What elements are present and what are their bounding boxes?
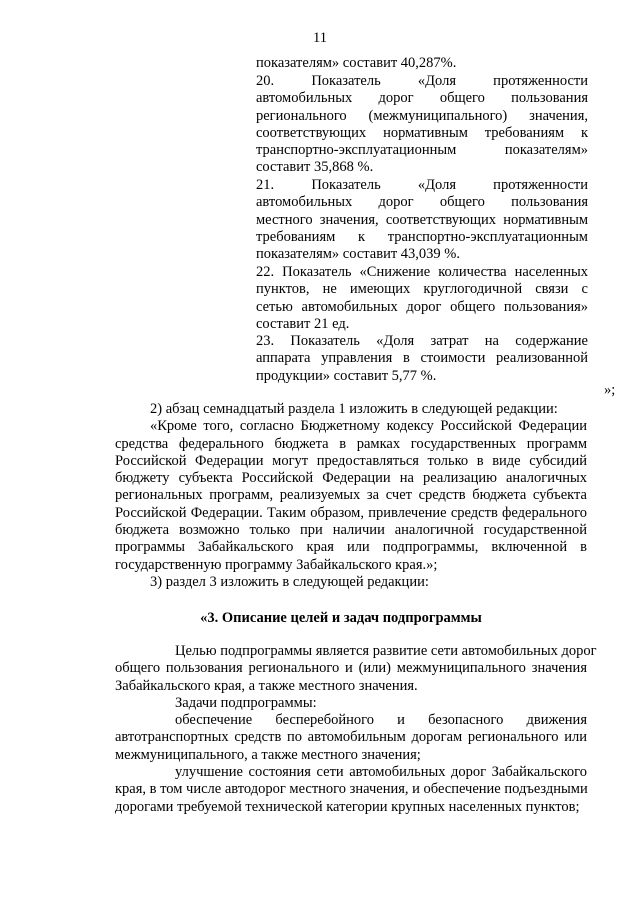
text-line: автомобильных дорог общего пользования (256, 90, 588, 107)
text-line: 20. Показатель «Доля протяженности (256, 73, 588, 89)
text-line: соответствующих нормативным требованиям к (256, 124, 588, 141)
text-line: Российской Федерации могут предоставляться только в виде субсидий (115, 452, 587, 469)
text-line: улучшение состояния сети автомобильных дорог Забайкальского (175, 764, 587, 781)
text-line: средства федерального бюджета в рамках государственных программ (115, 435, 587, 452)
amendment-2 (115, 401, 587, 591)
text-line: местного значения, соответствующих нормативным (256, 211, 588, 228)
text-line: бюджета возможно только при наличии аналогичной государственной (115, 522, 587, 539)
text-line: края, в том числе автодорог местного значения, и обеспечение подъездными (115, 781, 588, 798)
text-line: транспортно-эксплуатационным показателям» (256, 142, 588, 159)
text-line: составит 21 ед. (256, 315, 350, 332)
text-line: требованиям к транспортно-эксплуатационным (256, 228, 588, 245)
amendment-title: 2) абзац семнадцатый раздела 1 изложить в следующей редакции: (150, 401, 558, 417)
text-line: государственную программу Забайкальского края.»; (115, 556, 438, 573)
text-line: регионального (межмуниципального) значения, (256, 107, 588, 124)
text-line: показателям» составит 40,287%. (256, 55, 457, 71)
text-line: продукции» составит 5,77 %. (256, 367, 437, 384)
indicator-20 (256, 73, 588, 177)
text-line: 23. Показатель «Доля затрат на содержание (256, 333, 588, 349)
text-line: общего пользования регионального и (или) межмуниципального значения (115, 660, 587, 677)
text-line: обеспечение бесперебойного и безопасного движения (175, 712, 587, 729)
text-line: сетью автомобильных дорог общего пользования» (256, 298, 588, 315)
text-line: региональных программ, реализуемых за счет средств бюджета субъекта (115, 487, 587, 504)
text-line: Целью подпрограммы является развитие сети автомобильных дорог (175, 643, 597, 659)
closing-quote: »; (604, 382, 616, 398)
text-line: «Кроме того, согласно Бюджетному кодексу Российской Федерации (150, 418, 587, 435)
text-line: программы Забайкальского края или подпрограммы, включенной в (115, 539, 587, 556)
section-body (115, 643, 597, 816)
text-line: пунктов, не имеющих круглогодичной связи с (256, 281, 588, 298)
text-line: показателям» составит 43,039 %. (256, 246, 460, 263)
text-line: автотранспортных средств по автомобильным дорогам регионального или (115, 729, 587, 746)
amendment-title: 3) раздел 3 изложить в следующей редакции: (150, 573, 429, 590)
indicator-23 (256, 333, 588, 385)
text-line: дорогами требуемой технической категории крупных населенных пунктов; (115, 798, 580, 815)
text-line: Забайкальского края, а также местного значения. (115, 677, 418, 694)
text-line: составит 35,868 %. (256, 159, 374, 176)
indicator-19-tail (256, 55, 588, 72)
text-line: 22. Показатель «Снижение количества населенных (256, 264, 588, 280)
text-line: аппарата управления в стоимости реализованной (256, 350, 588, 367)
indicator-21 (256, 177, 588, 263)
indicator-22 (256, 264, 588, 333)
text-line: Российской Федерации. Таким образом, привлечение средств федерального (115, 504, 587, 521)
text-line: межмуниципального, а также местного значения; (115, 746, 421, 763)
section-heading: «3. Описание целей и задач подпрограммы (200, 610, 482, 626)
tasks-label: Задачи подпрограммы: (175, 694, 317, 711)
text-line: автомобильных дорог общего пользования (256, 194, 588, 211)
page-number: 11 (313, 30, 327, 46)
text-line: бюджету субъекта Российской Федерации на реализацию аналогичных (115, 470, 587, 487)
text-line: 21. Показатель «Доля протяженности (256, 177, 588, 193)
